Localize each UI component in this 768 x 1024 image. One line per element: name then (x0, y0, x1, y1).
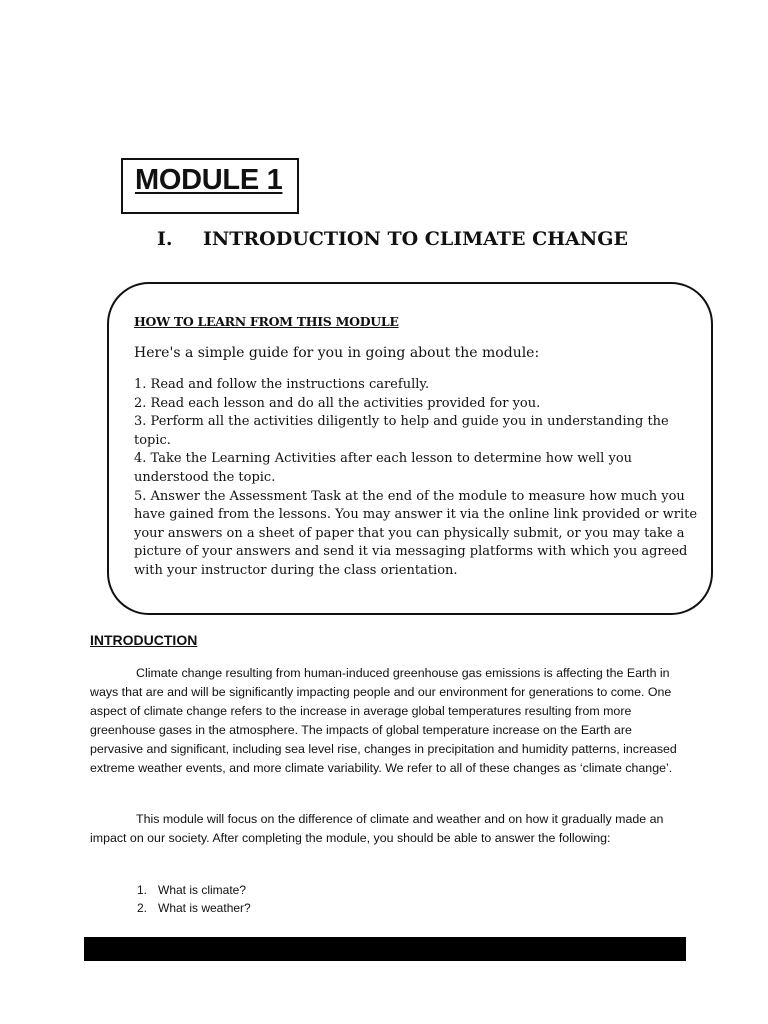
guide-step: 2. Read each lesson and do all the activities provided for you. (134, 395, 541, 411)
introduction-paragraph-2: This module will focus on the difference of climate and weather and on how it gradually made an impact on our society. After completing the module, you should be able to answer the following: (90, 812, 664, 846)
footer-bar (84, 937, 686, 961)
introduction-paragraph-1: Climate change resulting from human-induced greenhouse gas emissions is affecting the Earth in ways that are and will be significantly impacting people and our environment for generations to come. One aspect of climate change refers to the increase in average global temperatures resulting from more greenhouse gases in the atmosphere. The impacts of global temperature increase on the Earth are pervasive and significant, including sea level rise, changes in precipitation and humidity patterns, increased extreme weather events, and more climate variability. We refer to all of these changes as ‘climate change’. (90, 666, 677, 776)
question-number: 2. (137, 900, 148, 915)
introduction-heading: INTRODUCTION (90, 632, 198, 648)
guide-step: 1. Read and follow the instructions carefully. (134, 377, 430, 392)
guide-step: 3. Perform all the activities diligently to help and guide you in understanding the topic. (134, 414, 669, 448)
learning-guide-box (107, 282, 713, 615)
guide-step: 5. Answer the Assessment Task at the end of the module to measure how much you have gained from the lessons. You may answer it via the online link provided or write your answers on a sheet of paper that you can physically submit, or you may take a picture of your answers and send it via messaging platforms with which you agreed with your instructor during the class orientation. (134, 488, 698, 578)
section-number: I. (157, 228, 173, 250)
section-heading (157, 228, 628, 250)
learning-guide-content (134, 314, 699, 581)
guide-steps (134, 376, 699, 581)
guide-intro: Here's a simple guide for you in going about the module: (134, 345, 540, 361)
section-title: INTRODUCTION TO CLIMATE CHANGE (203, 228, 628, 250)
questions-list (137, 882, 251, 917)
module-label-box (121, 158, 299, 214)
guide-step: 4. Take the Learning Activities after each lesson to determine how well you understood the topic. (134, 451, 633, 485)
list-item (137, 882, 251, 900)
list-item (137, 900, 251, 918)
question-text: What is climate? (158, 883, 247, 897)
module-title: MODULE 1 (135, 164, 283, 196)
question-number: 1. (137, 883, 148, 897)
guide-title: HOW TO LEARN FROM THIS MODULE (134, 314, 399, 329)
question-text: What is weather? (158, 900, 251, 915)
